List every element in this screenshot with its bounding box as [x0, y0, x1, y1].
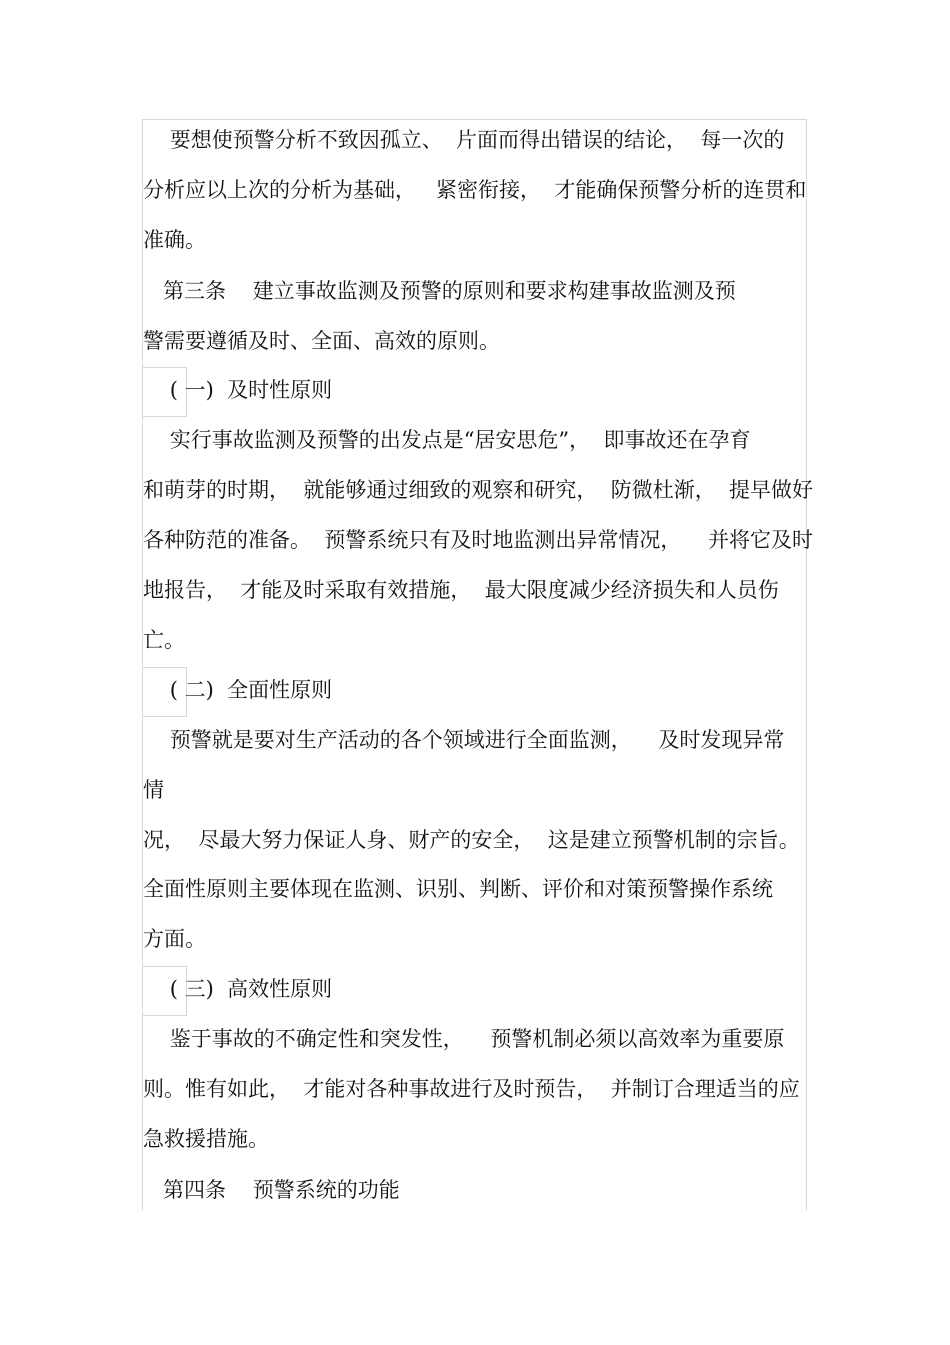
- text-line-17: 方面。: [143, 927, 206, 951]
- text-line-2: 分析应以上次的分析为基础， 紧密衔接， 才能确保预警分析的连贯和: [143, 178, 807, 202]
- text-line-3: 准确。: [143, 228, 206, 252]
- page-frame-top: [142, 119, 807, 120]
- text-line-5: 警需要遵循及时、全面、高效的原则。: [143, 329, 500, 353]
- text-line-1: 要想使预警分析不致因孤立、 片面而得出错误的结论， 每一次的: [143, 128, 785, 152]
- article-four-heading: 第四条 预警系统的功能: [143, 1178, 400, 1202]
- text-line-10: 地报告， 才能及时采取有效措施， 最大限度减少经济损失和人员伤: [143, 578, 779, 602]
- article-three-heading: 第三条 建立事故监测及预警的原则和要求构建事故监测及预: [143, 279, 736, 303]
- text-line-14: 情: [143, 778, 164, 802]
- subheading-comprehensiveness: ( 二) 全面性原则: [143, 678, 333, 702]
- text-line-13: 预警就是要对生产活动的各个领域进行全面监测， 及时发现异常: [143, 728, 785, 752]
- text-line-19: 鉴于事故的不确定性和突发性， 预警机制必须以高效率为重要原: [143, 1027, 785, 1051]
- subheading-efficiency: ( 三) 高效性原则: [143, 977, 333, 1001]
- text-line-15: 况， 尽最大努力保证人身、财产的安全， 这是建立预警机制的宗旨。: [143, 828, 800, 852]
- text-line-8: 和萌芽的时期， 就能够通过细致的观察和研究， 防微杜渐， 提早做好: [143, 478, 814, 502]
- text-line-21: 急救援措施。: [143, 1127, 269, 1151]
- text-line-16: 全面性原则主要体现在监测、识别、判断、评价和对策预警操作系统: [143, 877, 773, 901]
- page-frame-right: [806, 119, 807, 1211]
- text-line-11: 亡。: [143, 628, 185, 652]
- text-line-20: 则。惟有如此， 才能对各种事故进行及时预告， 并制订合理适当的应: [143, 1077, 800, 1101]
- subheading-timeliness: ( 一) 及时性原则: [143, 378, 333, 402]
- text-line-9: 各种防范的准备。 预警系统只有及时地监测出异常情况， 并将它及时: [143, 528, 814, 552]
- text-line-7: 实行事故监测及预警的出发点是“居安思危”， 即事故还在孕育: [143, 428, 751, 452]
